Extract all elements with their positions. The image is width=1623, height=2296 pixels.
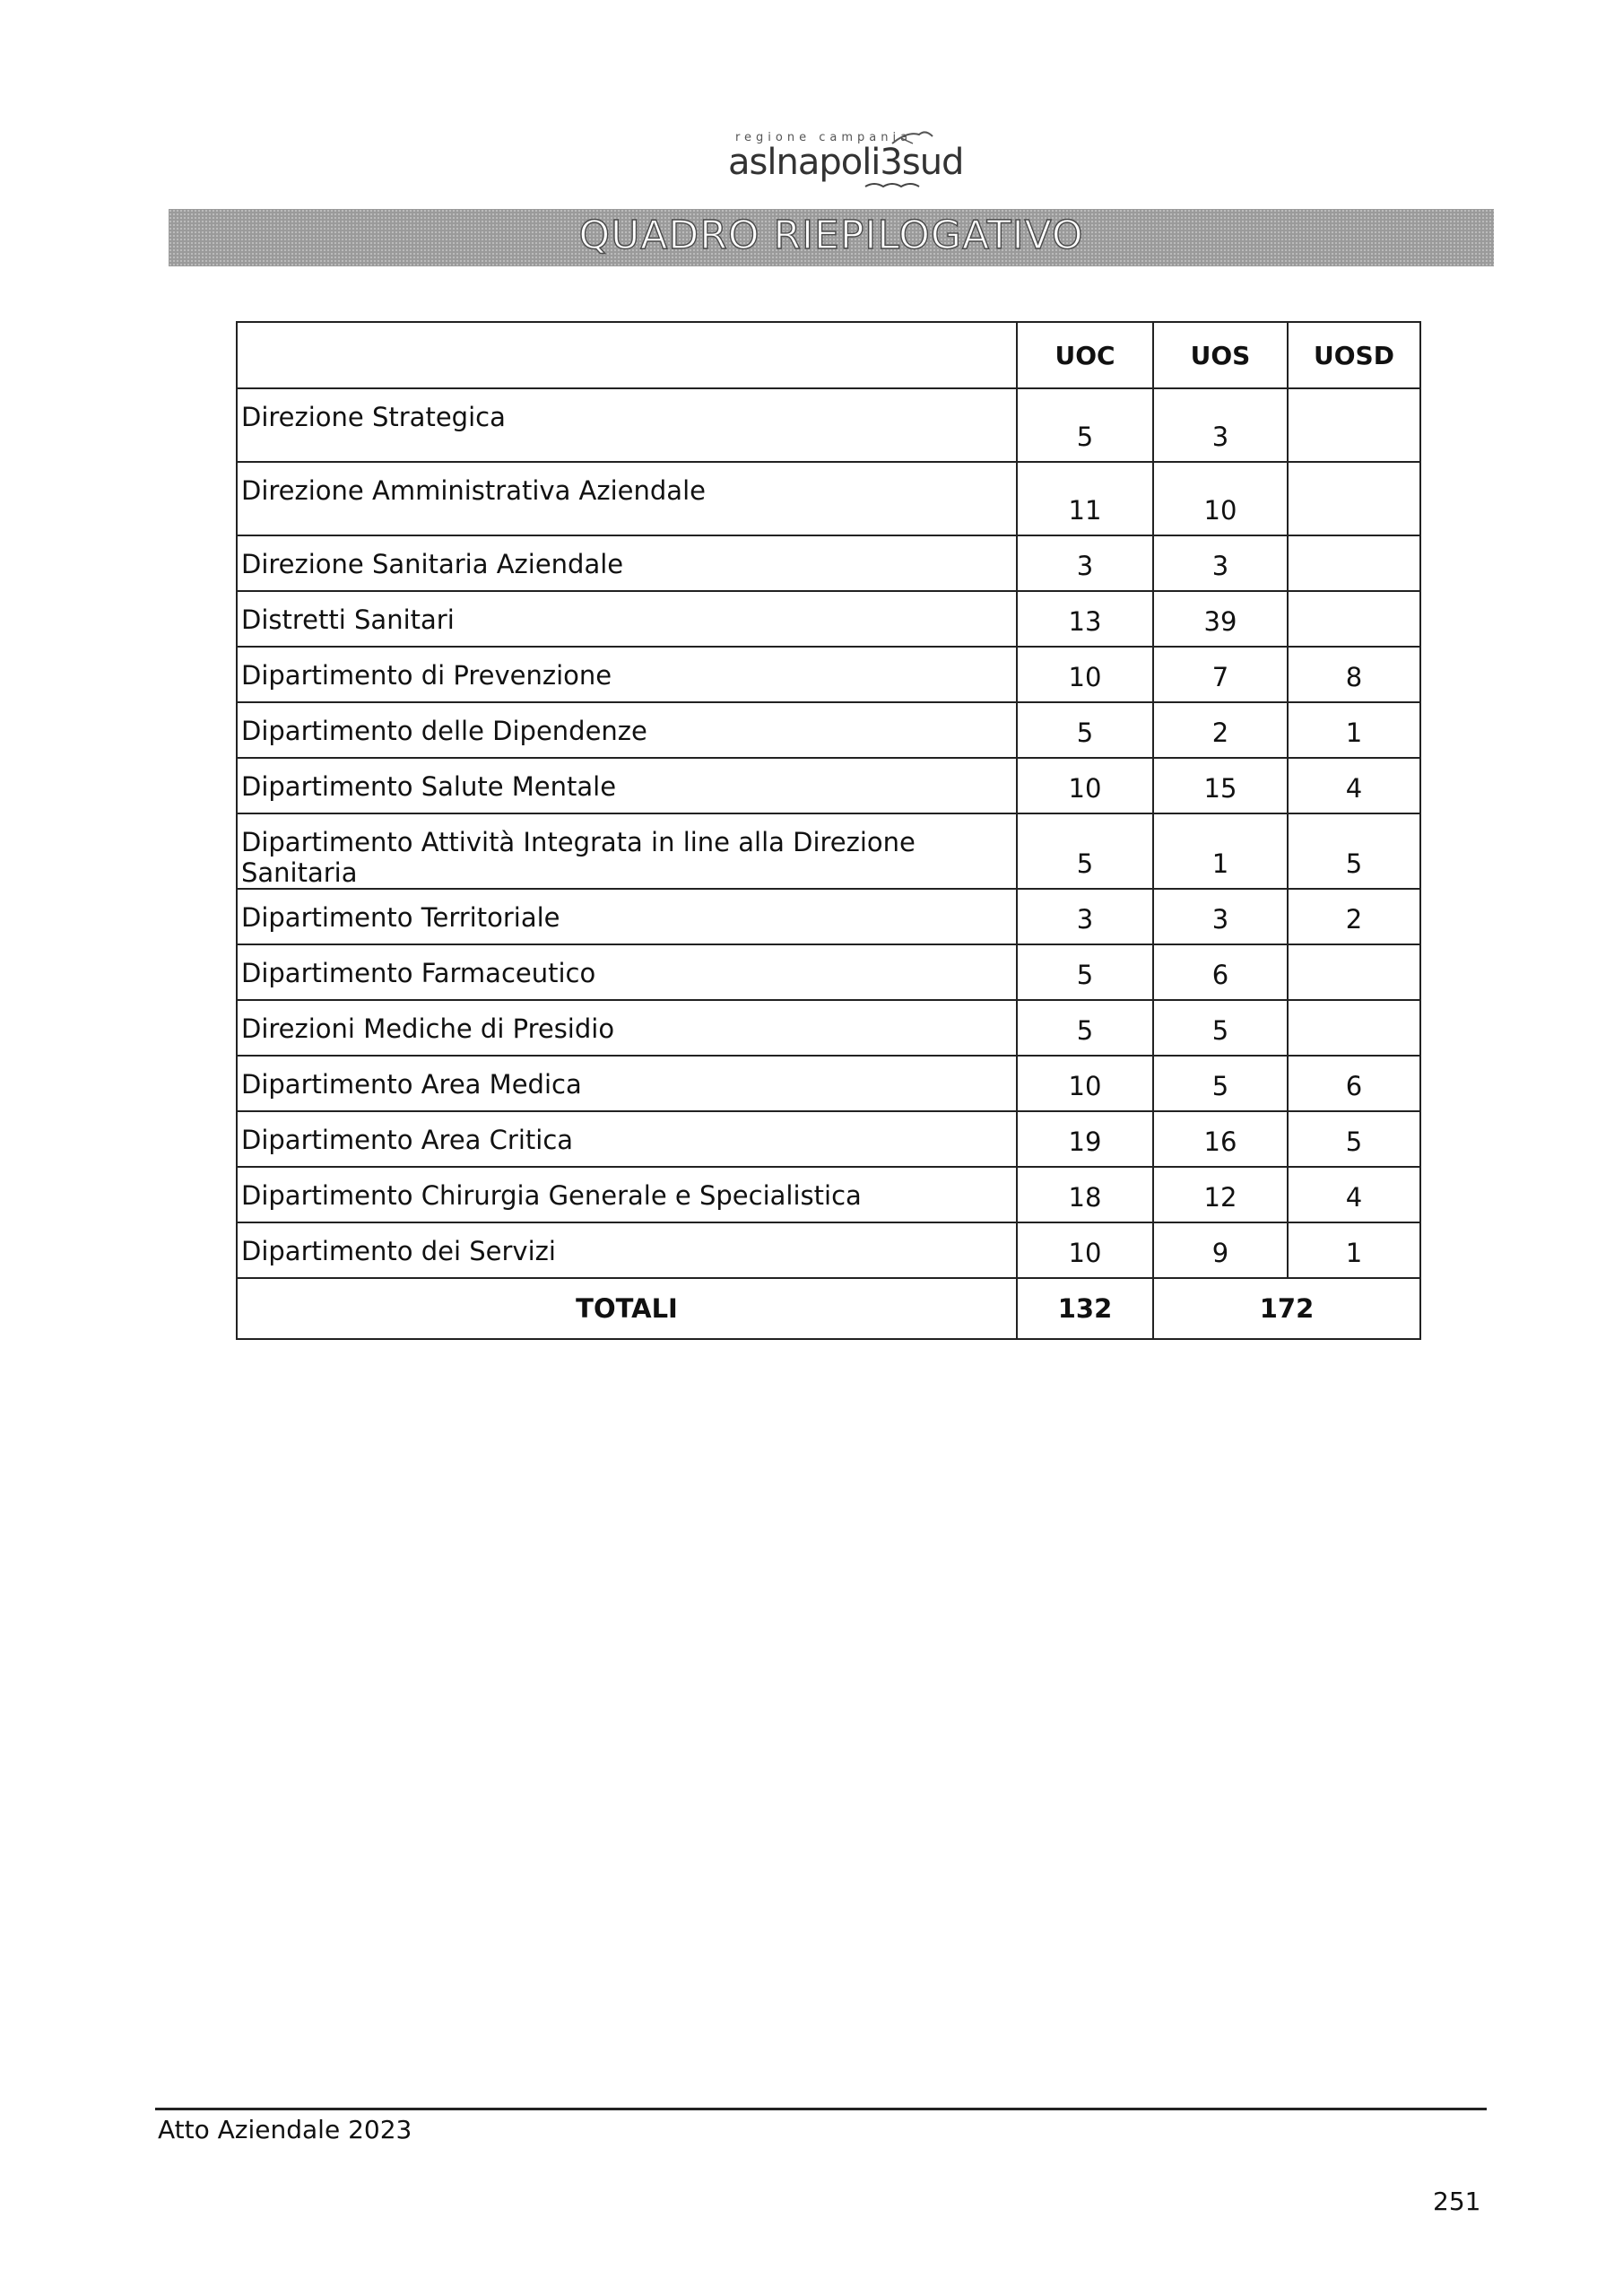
uoc-value: 10 <box>1017 647 1153 702</box>
uos-value: 10 <box>1153 462 1288 535</box>
row-label: Direzione Amministrativa Aziendale <box>237 462 1017 535</box>
uoc-value: 10 <box>1017 1222 1153 1278</box>
row-label: Dipartimento di Prevenzione <box>237 647 1017 702</box>
row-label: Dipartimento Area Medica <box>237 1056 1017 1111</box>
logo-region-text: regione campania <box>735 131 913 144</box>
table-header-row <box>237 322 1420 388</box>
table-row <box>237 1222 1420 1278</box>
title-banner <box>169 209 1494 266</box>
uosd-value: 5 <box>1288 1111 1420 1167</box>
table-row <box>237 1056 1420 1111</box>
uos-value: 15 <box>1153 758 1288 813</box>
uos-value: 5 <box>1153 1000 1288 1056</box>
row-label: Direzioni Mediche di Presidio <box>237 1000 1017 1056</box>
table-row <box>237 1111 1420 1167</box>
uosd-value: 5 <box>1288 813 1420 889</box>
header-blank <box>237 322 1017 388</box>
table-row <box>237 591 1420 647</box>
uosd-value: 1 <box>1288 1222 1420 1278</box>
table-row <box>237 535 1420 591</box>
uoc-value: 5 <box>1017 813 1153 889</box>
header-uoc: UOC <box>1017 322 1153 388</box>
uos-value: 1 <box>1153 813 1288 889</box>
uos-value: 16 <box>1153 1111 1288 1167</box>
uos-value: 7 <box>1153 647 1288 702</box>
footer-divider <box>155 2108 1487 2110</box>
uoc-value: 19 <box>1017 1111 1153 1167</box>
logo-brand: aslnapoli3sud <box>728 142 964 183</box>
totals-uoc: 132 <box>1017 1278 1153 1339</box>
row-label: Dipartimento dei Servizi <box>237 1222 1017 1278</box>
uos-value: 3 <box>1153 388 1288 462</box>
row-label: Dipartimento delle Dipendenze <box>237 702 1017 758</box>
uosd-value: 4 <box>1288 1167 1420 1222</box>
uoc-value: 18 <box>1017 1167 1153 1222</box>
table-row <box>237 1000 1420 1056</box>
uosd-value <box>1288 944 1420 1000</box>
uoc-value: 10 <box>1017 758 1153 813</box>
uoc-value: 3 <box>1017 889 1153 944</box>
row-label: Distretti Sanitari <box>237 591 1017 647</box>
footer-text: Atto Aziendale 2023 <box>158 2115 412 2144</box>
uos-value: 6 <box>1153 944 1288 1000</box>
uosd-value: 1 <box>1288 702 1420 758</box>
uos-value: 3 <box>1153 535 1288 591</box>
uos-value: 9 <box>1153 1222 1288 1278</box>
uosd-value: 8 <box>1288 647 1420 702</box>
header-uosd: UOSD <box>1288 322 1420 388</box>
uoc-value: 13 <box>1017 591 1153 647</box>
row-label: Dipartimento Area Critica <box>237 1111 1017 1167</box>
uosd-value <box>1288 388 1420 462</box>
uosd-value <box>1288 535 1420 591</box>
row-label: Dipartimento Chirurgia Generale e Specialistica <box>237 1167 1017 1222</box>
uoc-value: 5 <box>1017 388 1153 462</box>
uos-value: 3 <box>1153 889 1288 944</box>
uos-value: 12 <box>1153 1167 1288 1222</box>
uosd-value: 6 <box>1288 1056 1420 1111</box>
table-row <box>237 1167 1420 1222</box>
table-row <box>237 388 1420 462</box>
totals-uos-uosd: 172 <box>1153 1278 1420 1339</box>
row-label: Direzione Sanitaria Aziendale <box>237 535 1017 591</box>
uos-value: 39 <box>1153 591 1288 647</box>
page-number: 251 <box>1433 2187 1481 2216</box>
asl-logo <box>717 124 964 196</box>
uoc-value: 5 <box>1017 1000 1153 1056</box>
table-row <box>237 758 1420 813</box>
uosd-value <box>1288 462 1420 535</box>
uos-value: 5 <box>1153 1056 1288 1111</box>
totals-label: TOTALI <box>237 1278 1017 1339</box>
header-uos: UOS <box>1153 322 1288 388</box>
uoc-value: 10 <box>1017 1056 1153 1111</box>
table-row <box>237 813 1420 889</box>
uosd-value: 2 <box>1288 889 1420 944</box>
totals-row <box>237 1278 1420 1339</box>
row-label: Dipartimento Salute Mentale <box>237 758 1017 813</box>
row-label: Direzione Strategica <box>237 388 1017 462</box>
table-row <box>237 944 1420 1000</box>
table-row <box>237 702 1420 758</box>
uoc-value: 5 <box>1017 702 1153 758</box>
uosd-value: 4 <box>1288 758 1420 813</box>
uos-value: 2 <box>1153 702 1288 758</box>
uoc-value: 3 <box>1017 535 1153 591</box>
table-row <box>237 647 1420 702</box>
table-row <box>237 462 1420 535</box>
summary-table <box>236 321 1421 1340</box>
uoc-value: 5 <box>1017 944 1153 1000</box>
uosd-value <box>1288 1000 1420 1056</box>
uoc-value: 11 <box>1017 462 1153 535</box>
banner-title: QUADRO RIEPILOGATIVO <box>578 213 1084 258</box>
table-row <box>237 889 1420 944</box>
row-label: Dipartimento Farmaceutico <box>237 944 1017 1000</box>
row-label: Dipartimento Territoriale <box>237 889 1017 944</box>
uosd-value <box>1288 591 1420 647</box>
row-label: Dipartimento Attività Integrata in line alla Direzione Sanitaria <box>237 813 1017 889</box>
